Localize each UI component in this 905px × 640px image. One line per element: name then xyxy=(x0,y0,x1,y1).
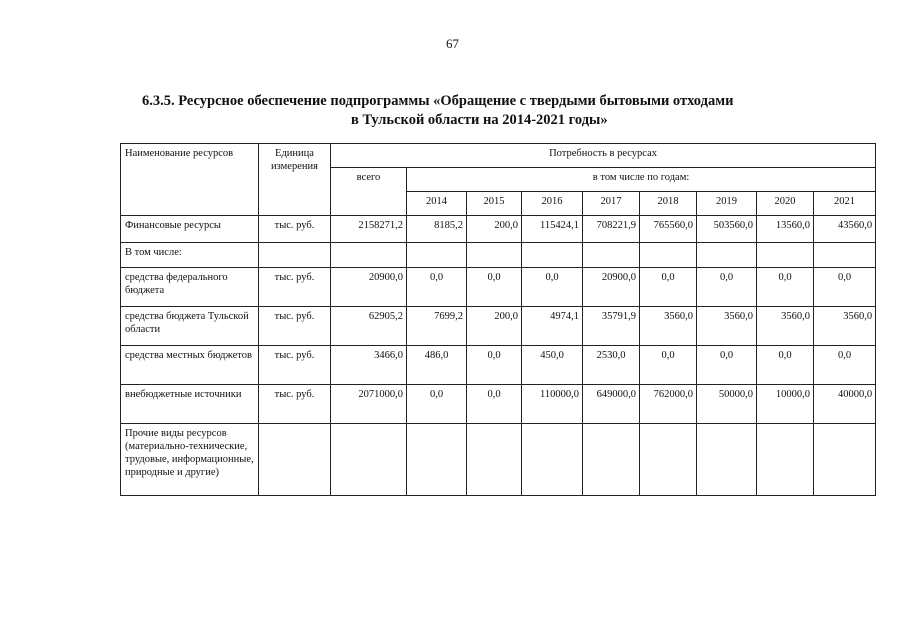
table-row xyxy=(121,346,876,385)
row-value xyxy=(583,424,640,496)
header-year: 2019 xyxy=(697,192,757,216)
header-unit: Единица измерения xyxy=(259,144,331,216)
table-row xyxy=(121,424,876,496)
row-value xyxy=(583,243,640,268)
table-row xyxy=(121,216,876,243)
header-year: 2021 xyxy=(814,192,876,216)
row-value: 200,0 xyxy=(467,216,522,243)
row-unit xyxy=(259,424,331,496)
header-total: всего xyxy=(331,168,407,216)
row-value: 115424,1 xyxy=(522,216,583,243)
table-row xyxy=(121,268,876,307)
row-value xyxy=(814,424,876,496)
row-value: 0,0 xyxy=(814,346,876,385)
row-value: 0,0 xyxy=(640,346,697,385)
row-value: 35791,9 xyxy=(583,307,640,346)
row-name: Финансовые ресурсы xyxy=(121,216,259,243)
row-value: 0,0 xyxy=(814,268,876,307)
row-total xyxy=(331,243,407,268)
row-total xyxy=(331,424,407,496)
row-value: 7699,2 xyxy=(407,307,467,346)
row-value: 4974,1 xyxy=(522,307,583,346)
row-value: 2530,0 xyxy=(583,346,640,385)
row-value: 13560,0 xyxy=(757,216,814,243)
header-year: 2016 xyxy=(522,192,583,216)
row-name: внебюджетные источники xyxy=(121,385,259,424)
row-value: 20900,0 xyxy=(583,268,640,307)
row-unit: тыс. руб. xyxy=(259,268,331,307)
row-value: 200,0 xyxy=(467,307,522,346)
row-value: 0,0 xyxy=(467,385,522,424)
row-value: 3560,0 xyxy=(757,307,814,346)
row-value: 50000,0 xyxy=(697,385,757,424)
row-total: 3466,0 xyxy=(331,346,407,385)
row-unit: тыс. руб. xyxy=(259,216,331,243)
row-value: 0,0 xyxy=(757,268,814,307)
row-value xyxy=(697,424,757,496)
row-value: 40000,0 xyxy=(814,385,876,424)
row-value: 0,0 xyxy=(467,346,522,385)
row-name: Прочие виды ресурсов (материально-технические, трудовые, информационные, природные и другие) xyxy=(121,424,259,496)
row-value: 708221,9 xyxy=(583,216,640,243)
row-value: 0,0 xyxy=(407,268,467,307)
row-total: 2158271,2 xyxy=(331,216,407,243)
row-value xyxy=(407,424,467,496)
header-year: 2015 xyxy=(467,192,522,216)
row-value: 0,0 xyxy=(522,268,583,307)
row-value: 3560,0 xyxy=(697,307,757,346)
row-value: 10000,0 xyxy=(757,385,814,424)
row-value xyxy=(640,424,697,496)
row-value: 762000,0 xyxy=(640,385,697,424)
header-need: Потребность в ресурсах xyxy=(331,144,876,168)
row-value: 486,0 xyxy=(407,346,467,385)
header-by-years: в том числе по годам: xyxy=(407,168,876,192)
row-name: средства бюджета Тульской области xyxy=(121,307,259,346)
row-value: 8185,2 xyxy=(407,216,467,243)
row-value xyxy=(757,424,814,496)
row-value: 0,0 xyxy=(697,346,757,385)
row-value: 503560,0 xyxy=(697,216,757,243)
resources-table xyxy=(120,143,876,496)
row-value xyxy=(757,243,814,268)
header-year: 2017 xyxy=(583,192,640,216)
row-total: 2071000,0 xyxy=(331,385,407,424)
row-value xyxy=(640,243,697,268)
page-number: 67 xyxy=(446,36,459,51)
header-resource-name: Наименование ресурсов xyxy=(121,144,259,216)
table-row xyxy=(121,243,876,268)
row-unit: тыс. руб. xyxy=(259,346,331,385)
row-unit: тыс. руб. xyxy=(259,307,331,346)
row-value xyxy=(522,243,583,268)
table-row xyxy=(121,385,876,424)
row-value: 43560,0 xyxy=(814,216,876,243)
row-unit xyxy=(259,243,331,268)
row-value: 0,0 xyxy=(467,268,522,307)
row-value xyxy=(522,424,583,496)
row-value: 765560,0 xyxy=(640,216,697,243)
row-value: 649000,0 xyxy=(583,385,640,424)
row-value: 0,0 xyxy=(757,346,814,385)
row-value xyxy=(814,243,876,268)
header-year: 2020 xyxy=(757,192,814,216)
row-value xyxy=(407,243,467,268)
heading-line-1: 6.3.5. Ресурсное обеспечение подпрограммы «Обращение с твердыми бытовыми отходами xyxy=(142,93,734,109)
row-total: 20900,0 xyxy=(331,268,407,307)
row-value xyxy=(467,424,522,496)
row-value: 0,0 xyxy=(407,385,467,424)
section-heading xyxy=(120,92,800,130)
heading-line-2: в Тульской области на 2014-2021 годы» xyxy=(351,112,608,128)
row-unit: тыс. руб. xyxy=(259,385,331,424)
row-value: 0,0 xyxy=(697,268,757,307)
row-value: 3560,0 xyxy=(640,307,697,346)
table-row xyxy=(121,307,876,346)
row-value xyxy=(467,243,522,268)
row-name: средства федерального бюджета xyxy=(121,268,259,307)
header-year: 2018 xyxy=(640,192,697,216)
row-value xyxy=(697,243,757,268)
row-value: 450,0 xyxy=(522,346,583,385)
row-value: 3560,0 xyxy=(814,307,876,346)
row-name: В том числе: xyxy=(121,243,259,268)
header-year: 2014 xyxy=(407,192,467,216)
row-total: 62905,2 xyxy=(331,307,407,346)
row-value: 0,0 xyxy=(640,268,697,307)
row-value: 110000,0 xyxy=(522,385,583,424)
row-name: средства местных бюджетов xyxy=(121,346,259,385)
